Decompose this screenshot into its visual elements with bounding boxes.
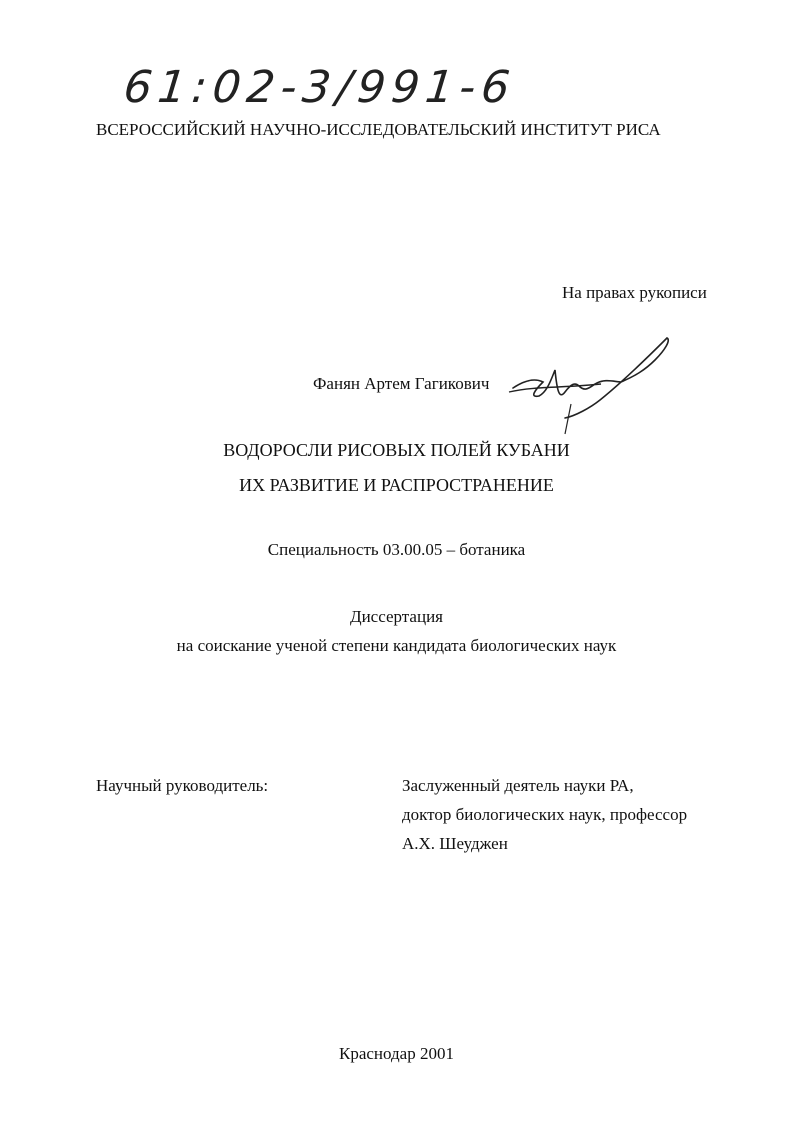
supervisor-label: Научный руководитель:	[96, 776, 269, 795]
title-line-2: ИХ РАЗВИТИЕ И РАСПРОСТРАНЕНИЕ	[239, 475, 554, 495]
supervisor-name: А.Х. Шеуджен	[402, 834, 508, 853]
author-name: Фанян Артем Гагикович	[313, 374, 490, 393]
specialty: Специальность 03.00.05 – ботаника	[267, 540, 526, 559]
document-type: Диссертация	[349, 607, 443, 626]
degree-line: на соискание ученой степени кандидата биологических наук	[176, 636, 617, 655]
supervisor-degree: доктор биологических наук, профессор	[402, 805, 688, 824]
supervisor-title: Заслуженный деятель науки РА,	[402, 776, 634, 795]
title-line-1: ВОДОРОСЛИ РИСОВЫХ ПОЛЕЙ КУБАНИ	[223, 440, 570, 460]
shelf-mark: 61:02-3/991-6	[121, 62, 519, 113]
city-year: Краснодар 2001	[339, 1044, 454, 1063]
institute-name: ВСЕРОССИЙСКИЙ НАУЧНО-ИССЛЕДОВАТЕЛЬСКИЙ ИНСТИТУТ РИСА	[96, 120, 661, 139]
author-signature	[505, 330, 705, 440]
rights-note: На правах рукописи	[562, 283, 707, 302]
